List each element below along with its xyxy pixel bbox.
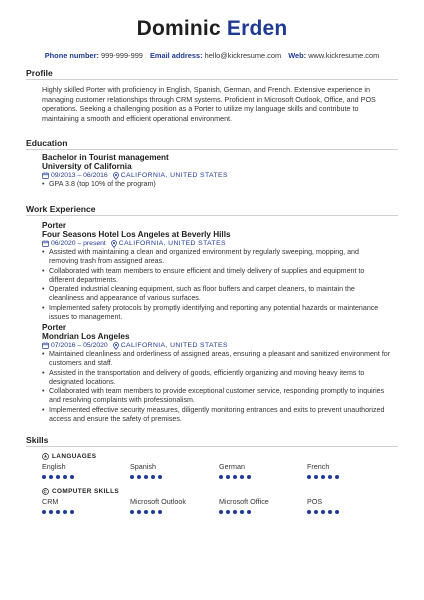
profile-text — [42, 85, 398, 123]
rating-dot — [335, 475, 339, 479]
rating-dot — [307, 510, 311, 514]
calendar-icon — [42, 240, 49, 247]
education-heading: Education — [26, 138, 68, 148]
job-bullet — [42, 406, 398, 425]
bullet-line: removing trash from assigned areas. — [49, 257, 165, 266]
rating-dot — [42, 510, 46, 514]
phone-label: Phone number: — [44, 51, 99, 60]
rating-dot — [49, 475, 53, 479]
job-dates: 07/2016 – 05/2020 — [51, 342, 108, 349]
bullet-line: different departments. — [49, 275, 118, 284]
skill-name: English — [42, 462, 66, 471]
skill-category-languages — [42, 452, 96, 461]
location-pin-icon — [113, 172, 119, 180]
job-location: CALIFORNIA, UNITED STATES — [118, 240, 226, 247]
rating-dot — [314, 510, 318, 514]
skill-rating — [130, 510, 162, 514]
rating-dot — [144, 510, 148, 514]
education-meta — [42, 171, 228, 180]
skill-name: Microsoft Office — [219, 497, 269, 506]
rating-dot — [49, 510, 53, 514]
rating-dot — [70, 510, 74, 514]
job-bullet — [42, 267, 398, 286]
languages-icon — [42, 453, 49, 460]
skill-rating — [307, 475, 339, 479]
rating-dot — [328, 510, 332, 514]
education-school: University of California — [42, 162, 132, 171]
skill-name: German — [219, 462, 245, 471]
rating-dot — [63, 510, 67, 514]
experience-divider — [26, 215, 398, 216]
rating-dot — [328, 475, 332, 479]
rating-dot — [158, 510, 162, 514]
skill-rating — [42, 475, 74, 479]
rating-dot — [151, 475, 155, 479]
job-bullet — [42, 304, 398, 323]
job-bullet — [42, 285, 398, 304]
skill-name: French — [307, 462, 330, 471]
rating-dot — [63, 475, 67, 479]
job-company: Mondrian Los Angeles — [42, 332, 130, 341]
bullet-line: • Implemented safety protocols by promptly identifying and reporting any potential hazards or maintenance — [49, 303, 379, 312]
skill-rating — [130, 475, 162, 479]
bullet-line: customers and staff. — [49, 359, 113, 368]
job-bullet — [42, 369, 398, 388]
skill-name: Microsoft Outlook — [130, 497, 186, 506]
job-company: Four Seasons Hotel Los Angeles at Beverly Hills — [42, 230, 231, 239]
experience-heading: Work Experience — [26, 204, 96, 214]
candidate-name — [0, 17, 424, 41]
bullet-line: • Assisted in the transportation and delivery of goods, efficiently organizing and moving heavy items to — [49, 368, 365, 377]
rating-dot — [151, 510, 155, 514]
skill-rating — [219, 475, 251, 479]
job-bullets — [42, 248, 398, 322]
skill-category-label: LANGUAGES — [52, 453, 97, 460]
job-location: CALIFORNIA, UNITED STATES — [120, 342, 228, 349]
rating-dot — [247, 510, 251, 514]
profile-line: operations. Seeking a challenging position as a Porter to utilize my language skills and contribute to — [42, 104, 359, 114]
last-name: Erden — [226, 17, 288, 40]
bullet-line: • Collaborated with team members to ensure efficient and timely delivery of supplies and equipment to — [49, 266, 365, 275]
bullet-line: cleanliness and appearance of various surfaces. — [49, 294, 201, 303]
education-bullets — [42, 180, 398, 189]
bullet-line: • Assisted with maintaining a clean and organized environment by regularly sweeping, mopping, and — [49, 248, 359, 256]
education-degree: Bachelor in Tourist management — [42, 153, 169, 162]
job-title: Porter — [42, 221, 67, 230]
skill-rating — [42, 510, 74, 514]
job-title: Porter — [42, 323, 67, 332]
rating-dot — [130, 475, 134, 479]
computer-skills-icon — [42, 488, 49, 495]
skill-category-computer — [42, 487, 119, 496]
rating-dot — [130, 510, 134, 514]
job-meta — [42, 341, 228, 350]
email-label: Email address: — [149, 51, 203, 60]
first-name: Dominic — [136, 17, 221, 40]
rating-dot — [144, 475, 148, 479]
skills-heading: Skills — [26, 435, 49, 445]
rating-dot — [314, 475, 318, 479]
education-divider — [26, 149, 398, 150]
contact-line — [0, 51, 424, 61]
calendar-icon — [42, 342, 49, 349]
rating-dot — [240, 510, 244, 514]
skill-rating — [219, 510, 251, 514]
web-link[interactable]: www.kickresume.com — [308, 51, 380, 60]
bullet-line: • Collaborated with team members to provide exceptional customer service, responding promptly to inquiries — [49, 387, 385, 396]
bullet-line: access and ensure the safety of premises. — [49, 415, 182, 424]
rating-dot — [137, 510, 141, 514]
education-location: CALIFORNIA, UNITED STATES — [120, 172, 228, 179]
skill-category-label: COMPUTER SKILLS — [52, 488, 120, 495]
rating-dot — [226, 475, 230, 479]
rating-dot — [158, 475, 162, 479]
rating-dot — [42, 475, 46, 479]
rating-dot — [335, 510, 339, 514]
profile-divider — [26, 79, 398, 80]
bullet-line: issues to management. — [49, 313, 123, 322]
profile-line: maintaining a smooth and efficient operational environment. — [42, 113, 233, 123]
education-dates: 09/2013 – 06/2016 — [51, 172, 108, 179]
rating-dot — [240, 475, 244, 479]
rating-dot — [219, 475, 223, 479]
bullet-line: designated locations. — [49, 377, 116, 386]
skills-divider — [26, 446, 398, 447]
phone-value: 999-999-999 — [101, 51, 143, 60]
web-label: Web: — [288, 51, 307, 60]
rating-dot — [233, 510, 237, 514]
job-bullet — [42, 350, 398, 369]
rating-dot — [321, 510, 325, 514]
rating-dot — [226, 510, 230, 514]
rating-dot — [307, 475, 311, 479]
job-bullets — [42, 350, 398, 424]
profile-line: Highly skilled Porter with proficiency in English, Spanish, German, and French. Extensive experience in — [42, 85, 370, 94]
job-meta — [42, 239, 226, 248]
calendar-icon — [42, 172, 49, 179]
email-link[interactable]: hello@kickresume.com — [204, 51, 282, 60]
job-bullet — [42, 248, 398, 267]
rating-dot — [247, 475, 251, 479]
bullet-line: and resolving complaints with professionalism. — [49, 396, 195, 405]
skill-name: Spanish — [130, 462, 156, 471]
rating-dot — [219, 510, 223, 514]
education-bullet: • GPA 3.8 (top 10% of the program) — [42, 180, 398, 189]
location-pin-icon — [113, 342, 119, 350]
rating-dot — [137, 475, 141, 479]
rating-dot — [56, 475, 60, 479]
rating-dot — [70, 475, 74, 479]
rating-dot — [56, 510, 60, 514]
bullet-line: • Maintained cleanliness and orderliness of assigned areas, ensuring a pleasant and sanitized environment for — [49, 350, 391, 358]
profile-line: managing customer relationships through CRM systems. Proficient in Microsoft Outlook, Office, and POS — [42, 94, 376, 104]
location-pin-icon — [111, 240, 117, 248]
job-bullet — [42, 387, 398, 406]
skill-name: POS — [307, 497, 323, 506]
job-dates: 06/2020 – present — [51, 240, 106, 247]
rating-dot — [233, 475, 237, 479]
skill-name: CRM — [42, 497, 59, 506]
skill-rating — [307, 510, 339, 514]
bullet-line: • Operated industrial cleaning equipment, such as floor buffers and carpet cleaners, to maintain the — [49, 285, 355, 294]
bullet-line: • Implemented effective security measures, diligently monitoring entrances and exits to prevent unauthorized — [49, 405, 385, 414]
profile-heading: Profile — [26, 68, 53, 78]
rating-dot — [321, 475, 325, 479]
